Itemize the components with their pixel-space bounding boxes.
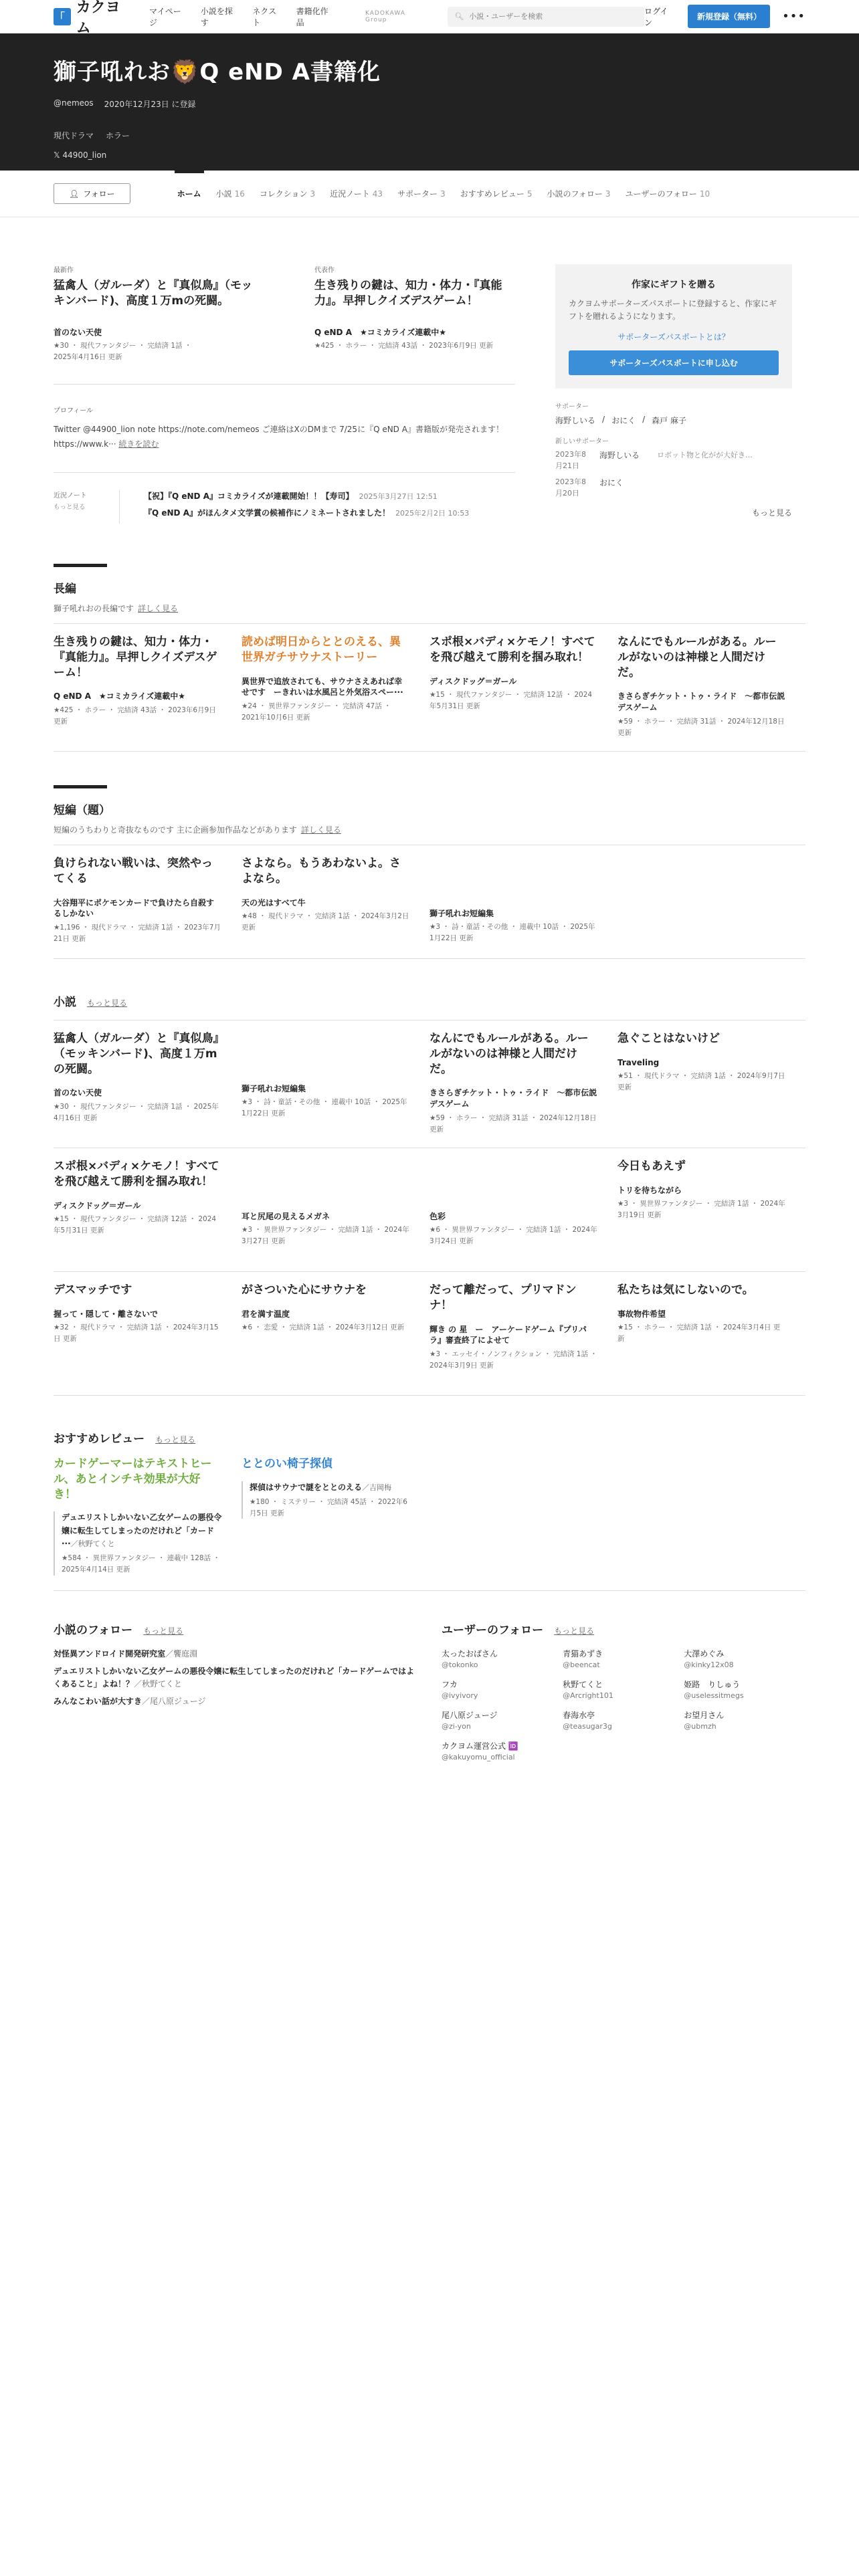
collection-long	[54, 524, 805, 752]
tab-label: ホーム	[177, 189, 201, 199]
nav-explore[interactable]: 小説を探す	[200, 6, 233, 27]
novel-follows-more-link[interactable]: もっと見る	[143, 1626, 184, 1636]
novel-follow-list	[54, 1648, 417, 1708]
tab-label: コレクション	[259, 189, 308, 199]
work-catchphrase[interactable]	[430, 1159, 597, 1200]
separator: /	[642, 415, 646, 425]
tab-label: サポーター	[397, 189, 438, 199]
user-follows-more-link[interactable]: もっと見る	[554, 1626, 595, 1636]
section-header	[54, 1620, 417, 1637]
user-handle: @nemeos	[54, 98, 94, 108]
section-header	[54, 1429, 805, 1446]
featured-latest[interactable]	[54, 264, 254, 362]
followed-user-name: カクヨム運営公式 🆔	[442, 1741, 518, 1751]
user-genres	[54, 130, 805, 141]
work-catchphrase[interactable]	[430, 856, 597, 897]
work-title[interactable]: 天の光はすべて牛	[242, 897, 306, 907]
work-catchphrase[interactable]: 急ぐことはないけど	[617, 1031, 720, 1045]
followed-user[interactable]	[442, 1648, 563, 1669]
tab-novel-follows[interactable]	[547, 171, 610, 217]
work-card-empty	[617, 845, 805, 959]
news-label-block	[54, 490, 106, 524]
user-name: 獅子吼れお🦁Q eND A書籍化	[54, 59, 381, 86]
reviewed-work-info: ★584 ・ 異世界ファンタジー ・ 連載中 128話 ・ 2025年4月14日 更新	[62, 1554, 220, 1574]
work-info: ★3 ・ 異世界ファンタジー ・ 完結済 1話 ・ 2024年3月27日 更新	[242, 1226, 409, 1246]
tab-label: 小説	[215, 189, 232, 199]
work-title[interactable]: 大谷翔平にポケモンカードで負けたら自殺するしかない	[54, 897, 215, 919]
featured-representative[interactable]	[314, 264, 515, 362]
work-catchphrase[interactable]: なんにでもルールがある。ルールがないのは神様と人間だけだ。	[617, 635, 777, 679]
news-date: 2025年3月27日 12:51	[359, 492, 438, 501]
reviews-more-link[interactable]: もっと見る	[155, 1434, 196, 1444]
work-info: ★6 ・ 恋愛 ・ 完結済 1話 ・ 2024年3月12日 更新	[242, 1323, 405, 1332]
collection-title[interactable]: 長編	[54, 582, 76, 596]
work-title[interactable]: Traveling	[617, 1057, 660, 1067]
work-info: ★3 ・ 異世界ファンタジー ・ 完結済 1話 ・ 2024年3月19日 更新	[617, 1200, 785, 1220]
reviewed-work-title[interactable]: 探偵はサウナで謎をととのえる	[250, 1482, 363, 1492]
featured-label: 最新作	[54, 267, 74, 274]
collection-desc-text: 獅子吼れおの長編です	[54, 603, 134, 613]
featured-catchphrase[interactable]: 生き残りの鍵は、知力・体力・『真能力』。早押しクイズデスゲーム！	[314, 279, 502, 308]
gift-box	[555, 264, 792, 389]
work-info: ★3 ・ 詩・童話・その他 ・ 連載中 10話 ・ 2025年1月22日 更新	[430, 923, 595, 943]
profile-text	[54, 423, 515, 451]
work-card-list	[54, 623, 805, 752]
review-card[interactable]	[54, 1457, 242, 1576]
followed-user[interactable]	[684, 1648, 805, 1669]
reviewed-work-author[interactable]: ／吉岡梅	[362, 1483, 392, 1492]
followed-user-handle: @beencat	[563, 1660, 600, 1669]
followed-user-name: 尾八原ジュージ	[442, 1710, 498, 1720]
search-input[interactable]	[469, 12, 638, 21]
featured-label: 代表作	[314, 267, 335, 274]
more-menu-icon[interactable]: •••	[782, 9, 805, 23]
profile-body: Twitter @44900_lion note https://note.com/nemeos ご連絡はXのDMまで 7/25に『Q eND A』書籍版が発売されます！https://www.k···	[54, 425, 504, 449]
nav-mypage[interactable]: マイページ	[149, 6, 181, 27]
news-item[interactable]	[144, 507, 469, 518]
followed-novel[interactable]	[54, 1695, 417, 1708]
followed-user-handle: @kinky12x08	[684, 1660, 734, 1669]
review-card[interactable]	[242, 1457, 430, 1576]
work-catchphrase[interactable]: スポ根×バディ×ケモノ！すべてを飛び越えて勝利を掴み取れ！	[54, 1159, 219, 1188]
work-catchphrase[interactable]: 負けられない戦いは、突然やってくる	[54, 856, 213, 885]
genre-tag[interactable]: 現代ドラマ	[54, 131, 94, 140]
followed-user[interactable]	[442, 1679, 563, 1700]
followed-user[interactable]	[684, 1709, 805, 1731]
collection-more-link[interactable]: 詳しく見る	[138, 603, 179, 613]
work-card[interactable]	[242, 624, 430, 752]
novel-follows	[54, 1620, 417, 1771]
collection-short	[54, 752, 805, 959]
section-title: おすすめレビュー	[54, 1432, 145, 1446]
work-card[interactable]	[617, 1021, 805, 1148]
supporter-link[interactable]: おにく	[611, 416, 636, 426]
followed-novel[interactable]	[54, 1648, 417, 1660]
tab-label: 近況ノート	[330, 189, 370, 199]
nav-books[interactable]: 書籍化作品	[296, 6, 328, 27]
tab-collections[interactable]	[260, 171, 315, 217]
news-section	[54, 473, 515, 524]
work-card[interactable]	[430, 1021, 617, 1148]
tab-reviews[interactable]	[460, 171, 533, 217]
section-title: ユーザーのフォロー	[442, 1623, 544, 1637]
followed-user-name: 太ったおばさん	[442, 1648, 498, 1658]
supporter-comment: ロボット物と化がが大好き…	[657, 451, 753, 460]
work-card[interactable]	[430, 1148, 617, 1272]
tab-label: ユーザーのフォロー	[625, 189, 697, 199]
supporter-date: 2023年8月21日	[555, 450, 586, 470]
profile-tabbar	[0, 171, 859, 217]
review-title[interactable]: ととのい椅子探偵	[242, 1457, 332, 1471]
followed-user-name: 秋野てくと	[563, 1679, 603, 1689]
work-card[interactable]	[54, 624, 242, 752]
work-info: ★32 ・ 現代ドラマ ・ 完結済 1話 ・ 2024年3月15日 更新	[54, 1323, 219, 1344]
passport-apply-button[interactable]: サポーターズパスポートに申し込む	[569, 350, 779, 375]
news-date: 2025年2月2日 10:53	[395, 508, 470, 518]
work-card[interactable]	[430, 624, 617, 752]
supporters-section	[555, 389, 792, 518]
news-list	[119, 490, 469, 524]
work-title[interactable]: 耳と尻尾の見えるメガネ	[242, 1211, 330, 1221]
followed-user[interactable]	[442, 1709, 563, 1731]
work-card[interactable]	[430, 1272, 617, 1396]
follow-label: フォロー	[83, 189, 115, 199]
work-updated: 2025年4月16日 更新	[54, 352, 122, 361]
followed-user[interactable]	[442, 1740, 563, 1761]
supporter-names	[555, 415, 792, 426]
work-title[interactable]: 輝き の 星 ー アーケードゲーム『プリパラ』審査終了によせて	[430, 1324, 587, 1346]
work-card[interactable]	[54, 1148, 242, 1272]
work-catchphrase[interactable]	[242, 1159, 409, 1200]
profile-section	[54, 385, 515, 472]
work-card[interactable]	[430, 845, 617, 959]
reviewed-work-title[interactable]: デュエリストしかいない乙女ゲームの悪役令嬢に転生してしまったのだけれど「カード···	[62, 1513, 222, 1548]
work-card[interactable]	[242, 1148, 430, 1272]
reviews-section	[54, 1396, 805, 1591]
nav-next[interactable]: ネクスト	[252, 6, 277, 27]
work-catchphrase[interactable]: 読めば明日からととのえる、異世界ガチサウナストーリー	[242, 635, 401, 664]
tab-novels[interactable]	[216, 171, 245, 217]
followed-user-name: 大澤めぐみ	[684, 1648, 725, 1658]
profile-hero	[0, 33, 859, 171]
work-catchphrase[interactable]: 生き残りの鍵は、知力・体力・『真能力』。早押しクイズデスゲーム！	[54, 635, 217, 679]
work-catchphrase[interactable]	[242, 1031, 409, 1073]
logo-text: カクヨム	[76, 0, 120, 37]
logo-icon: ｢	[54, 8, 71, 25]
user-follows	[442, 1620, 805, 1771]
reviewed-work-info: ★180 ・ ミステリー ・ 完結済 45話 ・ 2022年6月5日 更新	[250, 1497, 407, 1517]
tab-user-follows[interactable]	[626, 171, 710, 217]
user-meta	[54, 98, 805, 110]
user-plus-icon: 👤︎	[69, 189, 80, 199]
work-title[interactable]: きさらぎチケット・トゥ・ライド 〜都市伝説デスゲーム	[430, 1088, 597, 1109]
followed-user-handle: @zi-yon	[442, 1721, 471, 1731]
work-card[interactable]	[242, 1021, 430, 1148]
tab-label: 小説のフォロー	[547, 189, 603, 199]
new-supporters-label: 新しいサポーター	[555, 438, 609, 446]
login-link[interactable]: ログイン	[644, 6, 668, 27]
kadokawa-group: KADOKAWA Group	[365, 9, 405, 23]
work-card[interactable]	[54, 1272, 242, 1396]
section-bar	[54, 564, 107, 567]
review-work	[242, 1481, 411, 1519]
tab-count: 3	[310, 189, 316, 199]
work-card[interactable]	[54, 845, 242, 959]
search-box	[448, 7, 644, 27]
work-catchphrase[interactable]: なんにでもルールがある。ルールがないのは神様と人間だけだ。	[430, 1031, 589, 1076]
registered-date: 2020年12月23日 に登録	[104, 100, 196, 109]
followed-user-handle: @teasugar3g	[563, 1721, 612, 1731]
supporter-link[interactable]: 森戸 麻子	[652, 416, 686, 426]
section-title: 小説のフォロー	[54, 1623, 133, 1637]
followed-user[interactable]	[563, 1709, 684, 1731]
work-catchphrase[interactable]: 私たちは気にしないので。	[617, 1283, 754, 1297]
search-icon[interactable]: 🔍︎	[454, 12, 464, 21]
featured-catchphrase[interactable]: 猛禽人（ガルーダ）と『真似鳥』（モッキンバード)、高度１万mの死闘。	[54, 279, 253, 308]
followed-novel-title: デュエリストしかいない乙女ゲームの悪役令嬢に転生してしまったのだけれど「カードゲームではよくあること」よね！？	[54, 1667, 415, 1689]
tab-count: 5	[527, 189, 533, 199]
followed-novel-author: ／尾八原ジュージ	[142, 1697, 206, 1707]
followed-novel[interactable]	[54, 1665, 417, 1690]
supporters-more-link[interactable]: もっと見る	[751, 508, 792, 518]
followed-user-name: フカ	[442, 1679, 458, 1689]
work-title[interactable]: トリを待ちながら	[617, 1185, 682, 1195]
tab-count: 43	[372, 189, 383, 199]
site-logo[interactable]	[54, 0, 134, 37]
followed-user[interactable]	[563, 1648, 684, 1669]
work-info: ★30 ・ 現代ファンタジー ・ 完結済 1話 ・ 2025年4月16日 更新	[54, 1103, 219, 1123]
sidebar	[555, 264, 792, 524]
work-card[interactable]	[242, 845, 430, 959]
followed-user-handle: @kakuyomu_official	[442, 1752, 515, 1761]
main-column	[54, 264, 515, 524]
work-catchphrase[interactable]: デスマッチです	[54, 1283, 132, 1297]
collection-more-link[interactable]: 詳しく見る	[300, 825, 341, 835]
supporters-label: サポーター	[555, 403, 589, 411]
signup-button[interactable]: 新規登録（無料）	[688, 5, 770, 28]
tabs	[177, 171, 710, 217]
work-card-list	[54, 845, 805, 959]
supporter-date: 2023年8月20日	[555, 477, 586, 498]
reviewed-work-author[interactable]: ／秋野てくと	[70, 1539, 115, 1548]
work-info: ★51 ・ 現代ドラマ ・ 完結済 1話 ・ 2024年9月7日 更新	[617, 1072, 785, 1092]
section-header	[54, 992, 805, 1009]
supporter-link[interactable]: 海野しいる	[599, 451, 640, 461]
collection-desc-text: 短編のうちわりと奇抜なものです 主に企画参加作品などがあります	[54, 825, 297, 835]
news-label: 近況ノート	[54, 492, 87, 500]
followed-user[interactable]	[684, 1679, 805, 1700]
work-catchphrase[interactable]: さよなら。もうあわないよ。さよなら。	[242, 856, 401, 885]
followed-user-name: 春海水亭	[563, 1710, 595, 1720]
work-title[interactable]: ディスクドッグ＝ガール	[430, 676, 517, 686]
work-info: ★59 ・ ホラー ・ 完結済 31話 ・ 2024年12月18日 更新	[617, 718, 785, 737]
review-title[interactable]: カードゲーマーはテキストヒール、あとインチキ効果が大好き！	[54, 1457, 212, 1501]
work-title[interactable]: 事故物件希望	[617, 1309, 666, 1319]
news-item[interactable]	[144, 490, 469, 502]
followed-user-name: 青猫あずき	[563, 1648, 603, 1658]
supporter-link[interactable]: おにく	[599, 478, 624, 488]
work-catchphrase[interactable]: スポ根×バディ×ケモノ！すべてを飛び越えて勝利を掴み取れ！	[430, 635, 595, 664]
work-info: ★15 ・ 現代ファンタジー ・ 完結済 12話 ・ 2024年5月31日 更新	[430, 691, 593, 711]
work-info: ★15 ・ 現代ファンタジー ・ 完結済 12話 ・ 2024年5月31日 更新	[54, 1215, 217, 1235]
work-card[interactable]	[617, 1148, 805, 1272]
work-title[interactable]: 獅子吼れお短編集	[430, 908, 494, 918]
gift-title: 作家にギフトを贈る	[632, 280, 716, 290]
main-nav	[149, 5, 336, 28]
followed-user-handle: @Arcright101	[563, 1691, 613, 1700]
work-info: ★59 ・ ホラー ・ 完結済 31話 ・ 2024年12月18日 更新	[430, 1114, 597, 1134]
separator: /	[602, 415, 605, 425]
featured-works	[54, 264, 515, 385]
tab-count: 16	[234, 189, 245, 199]
followed-user-name: 姫路 りしゅう	[684, 1679, 741, 1689]
work-info: ★48 ・ 現代ドラマ ・ 完結済 1話 ・ 2024年3月2日 更新	[242, 912, 409, 932]
work-info: ★3 ・ 詩・童話・その他 ・ 連載中 10話 ・ 2025年1月22日 更新	[242, 1098, 407, 1118]
work-info: ★3 ・ エッセイ・ノンフィクション ・ 完結済 1話 ・ 2024年3月9日 更新	[430, 1350, 597, 1370]
passport-info-link[interactable]: サポーターズパスポートとは？	[617, 332, 730, 342]
work-title[interactable]: 君を満す温度	[242, 1309, 290, 1319]
review-work	[54, 1511, 223, 1575]
work-title[interactable]: 獅子吼れお短編集	[242, 1083, 306, 1093]
followed-novel-title: みんなこわい話が大すき	[54, 1697, 142, 1707]
genre-tag[interactable]: ホラー	[106, 131, 130, 140]
gift-text: カクヨムサポーターズパスポートに登録すると、作家にギフトを贈れるようになります。	[569, 299, 777, 322]
work-title[interactable]: ディスクドッグ＝ガール	[54, 1200, 141, 1210]
work-catchphrase[interactable]: だって離だって、プリマドンナ！	[430, 1283, 577, 1312]
follows-section	[54, 1591, 805, 1771]
work-card[interactable]	[242, 1272, 430, 1396]
new-supporter-row	[555, 449, 792, 471]
collection-desc	[54, 603, 805, 614]
work-info: ★30 ・ 現代ファンタジー ・ 完結済 1話 ・	[54, 341, 192, 350]
followed-user-handle: @uselessitmegs	[684, 1691, 744, 1700]
work-title[interactable]: Q eND A ★コミカライズ連載中★	[54, 691, 186, 702]
user-follow-grid	[442, 1648, 805, 1771]
novels-more-link[interactable]: もっと見る	[87, 998, 128, 1008]
review-list	[54, 1457, 805, 1591]
work-card[interactable]	[617, 1272, 805, 1396]
tab-count: 3	[440, 189, 446, 199]
work-title[interactable]: 色彩	[430, 1211, 446, 1221]
section-header	[442, 1620, 805, 1637]
novels-section	[54, 959, 805, 1396]
work-card[interactable]	[617, 624, 805, 752]
tab-home[interactable]	[177, 171, 201, 217]
work-title[interactable]: 首のない天使	[54, 327, 102, 337]
novel-grid	[54, 1020, 805, 1396]
work-info: ★15 ・ ホラー ・ 完結済 1話 ・ 2024年3月4日 更新	[617, 1323, 781, 1344]
news-title: 『Q eND A』がほんタメ文学賞の候補作にノミネートされました！	[144, 508, 390, 518]
collection-desc	[54, 824, 805, 835]
follow-button[interactable]	[54, 183, 130, 204]
followed-user-name: お望月さん	[684, 1710, 725, 1720]
work-catchphrase[interactable]: がさついた心にサウナを	[242, 1283, 367, 1297]
followed-user-handle: @ubmzh	[684, 1721, 717, 1731]
read-more-link[interactable]: 続きを読む	[118, 439, 159, 449]
followed-user-handle: @ivyivory	[442, 1691, 478, 1700]
news-title: 【祝】『Q eND A』コミカライズが連載開始！！【寿司】	[144, 491, 354, 501]
work-title[interactable]: きさらぎチケット・トゥ・ライド 〜都市伝説デスゲーム	[617, 691, 785, 713]
work-info: ★425 ・ ホラー ・ 完結済 43話 ・ 2023年6月9日 更新	[314, 341, 494, 350]
followed-user-handle: @tokonko	[442, 1660, 478, 1669]
work-info: ★6 ・ 異世界ファンタジー ・ 完結済 1話 ・ 2024年3月24日 更新	[430, 1226, 597, 1246]
work-catchphrase[interactable]: 猛禽人（ガルーダ）と『真似鳥』（モッキンバード)、高度１万mの死闘。	[54, 1031, 219, 1076]
tab-supporters[interactable]	[397, 171, 446, 217]
x-account-link[interactable]: 𝕏 44900_lion	[54, 150, 107, 160]
work-catchphrase[interactable]: 今日もあえず	[617, 1159, 686, 1173]
work-card[interactable]	[54, 1021, 242, 1148]
followed-novel-author: ／饗庭淵	[165, 1648, 198, 1658]
tab-news[interactable]	[330, 171, 383, 217]
section-title: 小説	[54, 995, 76, 1009]
tab-count: 3	[605, 189, 611, 199]
work-info: ★425 ・ ホラー ・ 完結済 43話 ・ 2023年6月9日 更新	[54, 706, 216, 726]
section-bar	[54, 785, 107, 788]
supporter-link[interactable]: 海野しいる	[555, 416, 596, 426]
new-supporter-row	[555, 477, 792, 499]
followed-novel-title: 対怪異アンドロイド開発研究室	[54, 1648, 166, 1658]
collection-title[interactable]: 短編（題）	[54, 803, 110, 817]
work-title[interactable]: 握って・隠して・離さないで	[54, 1309, 159, 1319]
followed-novel-author: ／秋野てくと	[134, 1679, 183, 1689]
work-info: ★1,196 ・ 現代ドラマ ・ 完結済 1話 ・ 2023年7月21日 更新	[54, 924, 221, 943]
news-more-link[interactable]: もっと見る	[54, 503, 86, 511]
followed-user[interactable]	[563, 1679, 684, 1700]
work-title[interactable]: Q eND A ★コミカライズ連載中★	[314, 327, 447, 337]
tab-count: 10	[699, 189, 710, 199]
work-title[interactable]: 首のない天使	[54, 1088, 102, 1098]
top-bar	[0, 0, 859, 37]
tab-label: おすすめレビュー	[460, 189, 524, 199]
profile-label: プロフィール	[54, 407, 93, 415]
work-info: ★24 ・ 異世界ファンタジー ・ 完結済 47話 ・ 2021年10月6日 更新	[242, 702, 391, 722]
work-title[interactable]: 異世界で追放されても、サウナさえあれば幸せです ーきれいは水風呂と外気浴スペー···	[242, 676, 403, 697]
